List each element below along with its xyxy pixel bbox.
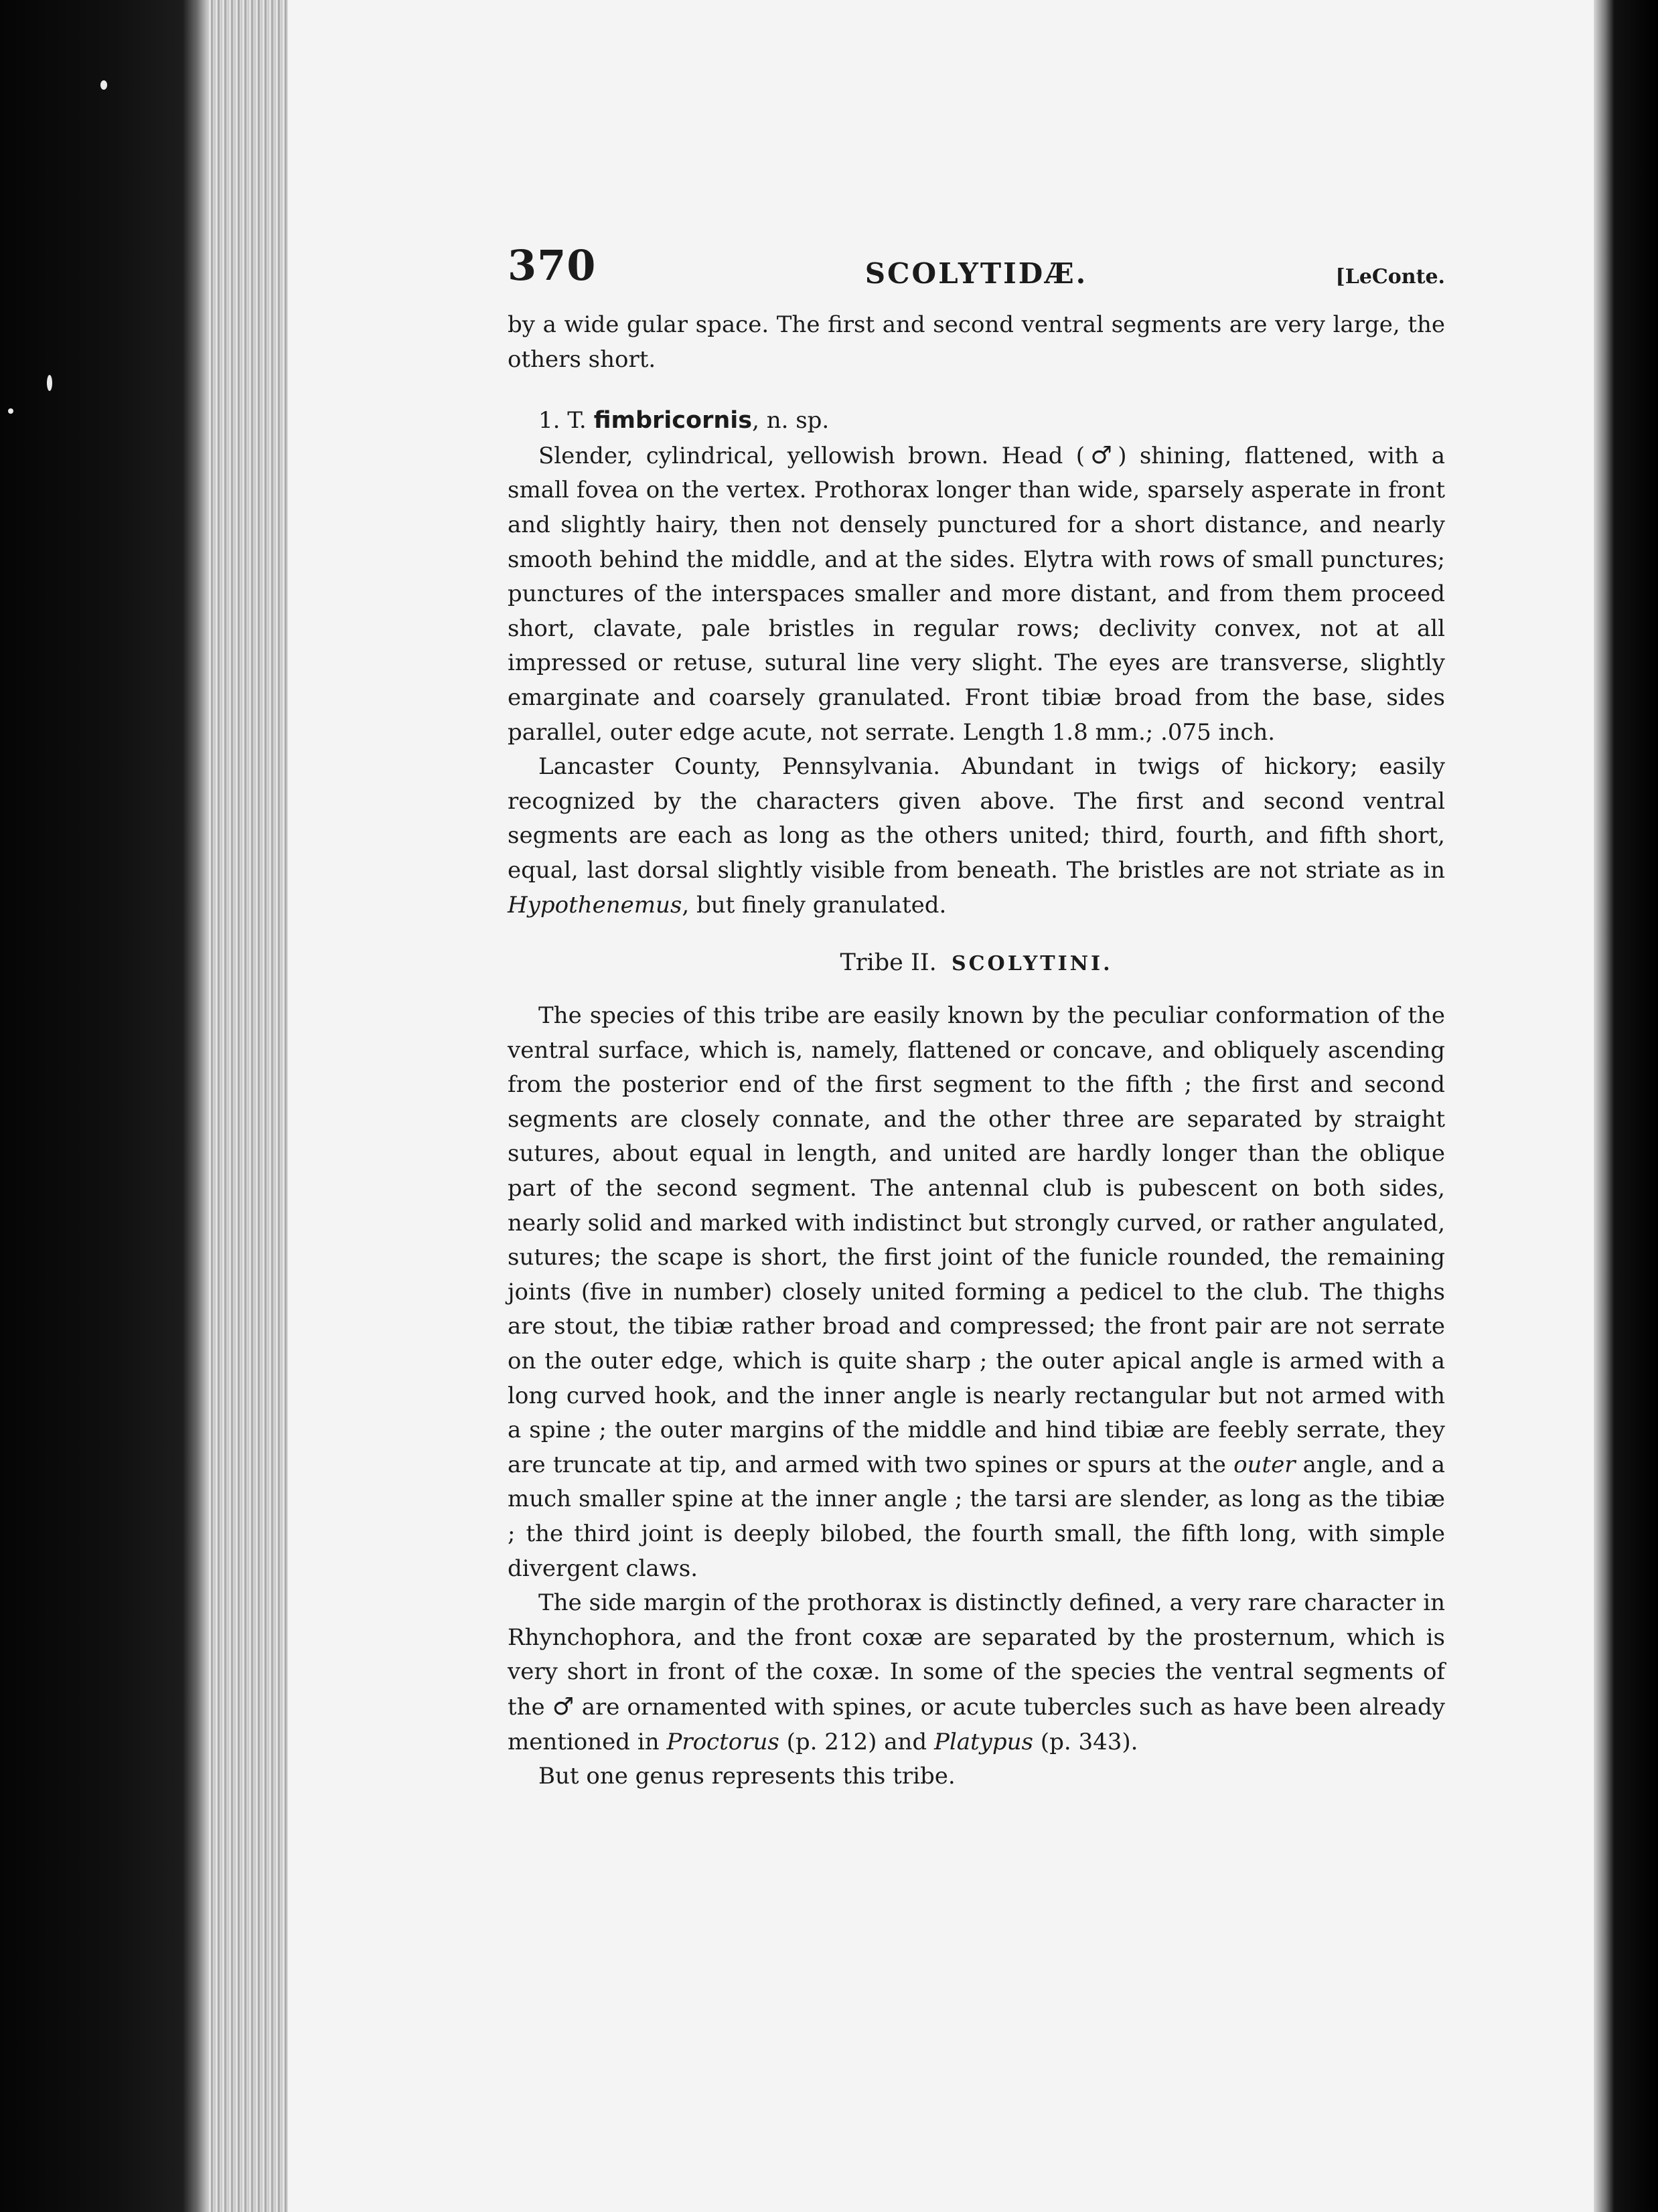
page-text-block: [508, 241, 1445, 1794]
species-suffix: , n. sp.: [752, 407, 830, 434]
page-number: 370: [508, 241, 597, 290]
running-title: SCOLYTIDÆ.: [864, 257, 1088, 290]
scan-left-margin: [0, 0, 208, 2212]
species-name: fimbricornis: [593, 407, 753, 434]
running-head: [508, 241, 1445, 308]
locality-paragraph: [508, 750, 1445, 923]
genus-platypus: Platypus: [933, 1728, 1033, 1755]
side-part-d: (p. 343).: [1033, 1728, 1138, 1755]
description-part-b: ) shining, flattened, with a small fovea on the vertex. Prothorax longer than wide, sparsely asperate in front and slightly hairy, then not densely punctured for a short distance, and nearly smooth behind the middle, and at the sides. Elytra with rows of small punctures; punctures of the interspaces smaller and more distant, and from them proceed short, clavate, pale bristles in regular rows; declivity convex, not at all impressed or retuse, sutural line very slight. The eyes are transverse, slightly emarginate and coarsely granulated. Front tibiæ broad from the base, sides parallel, outer edge acute, not serrate. Length 1.8 mm.; .075 inch.: [508, 442, 1446, 746]
male-symbol: ♂: [552, 1692, 575, 1721]
scan-right-margin: [1594, 0, 1658, 2212]
tribe-description: [508, 999, 1445, 1586]
tribe-label: Tribe II.: [840, 949, 937, 977]
book-page-edges: [208, 0, 288, 2212]
locality-part-b: , but finely granulated.: [682, 891, 947, 919]
tribe-part-a: The species of this tribe are easily known by the peculiar conformation of the ventral surface, which is, namely, flattened or concave, and obliquely ascending from the posterior end of the first segment to the fifth ; the first and second segments are closely connate, and the other three are separated by straight sutures, about equal in length, and united are hardly longer than the oblique part of the second segment. The antennal club is pubescent on both sides, nearly solid and marked with indistinct but strongly curved, or rather angulated, sutures; the scape is short, the first joint of the funicle rounded, the remaining joints (five in number) closely united forming a pedicel to the club. The thighs are stout, the tibiæ rather broad and compressed; the front pair are not serrate on the outer edge, which is quite sharp ; the outer apical angle is armed with a long curved hook, and the inner angle is nearly rectangular but not armed with a spine ; the outer margins of the middle and hind tibiæ are feebly serrate, they are truncate at tip, and armed with two spines or spurs at the: [508, 1002, 1445, 1478]
prothorax-paragraph: [508, 1586, 1445, 1759]
description-part-a: Slender, cylindrical, yellowish brown. Head (: [538, 442, 1085, 469]
scan-speck: [8, 408, 13, 414]
tribe-name: SCOLYTINI.: [952, 952, 1113, 976]
tribe-part-b: angle, and a much smaller spine at the inner angle ; the tarsi are slender, as long as the tibiæ ; the third joint is deeply bilobed, the fourth small, the fifth long, with simple divergent claws.: [508, 1451, 1445, 1582]
male-symbol: ♂: [1084, 441, 1118, 469]
species-description: [508, 439, 1445, 750]
species-number: 1. T.: [538, 407, 587, 434]
scan-speck: [100, 80, 107, 90]
side-part-a: The side margin of the prothorax is distinctly defined, a very rare character in Rhynchophora, and the front coxæ are separated by the prosternum, which is very short in front of the coxæ. In some of the species the ventral segments of the: [508, 1589, 1445, 1721]
genus-proctorus: Proctorus: [666, 1728, 779, 1755]
locality-part-a: Lancaster County, Pennsylvania. Abundant in twigs of hickory; easily recognized by the characters given above. The first and second ventral segments are each as long as the others united; third, fourth, and fifth short, equal, last dorsal slightly visible from beneath. The bristles are not striate as in: [508, 753, 1445, 884]
continuation-paragraph: by a wide gular space. The first and second ventral segments are very large, the others short.: [508, 311, 1445, 373]
closing-paragraph: But one genus represents this tribe.: [538, 1763, 956, 1790]
tribe-heading: [508, 943, 1445, 984]
side-part-b: are ornamented with spines, or acute tubercles such as have been already mentioned in: [508, 1693, 1445, 1755]
genus-hypothenemus: Hypothenemus: [508, 891, 682, 919]
author-attribution: [LeConte.: [1335, 265, 1445, 289]
side-part-c: (p. 212) and: [779, 1728, 934, 1755]
scan-speck: [47, 375, 52, 391]
species-heading: [508, 404, 1445, 439]
outer-emphasis: outer: [1233, 1451, 1296, 1478]
